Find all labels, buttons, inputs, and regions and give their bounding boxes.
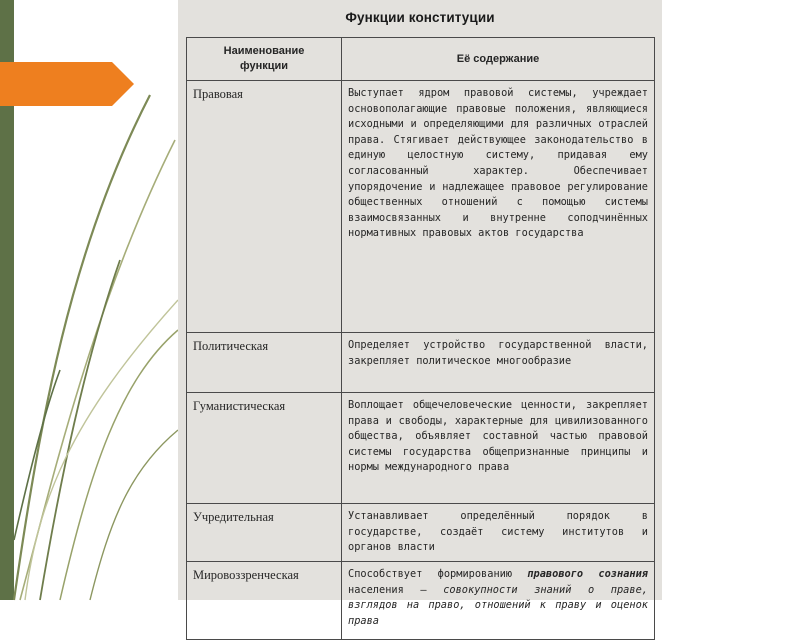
header-function-name <box>187 38 342 81</box>
function-name-worldview: Мировоззренческая <box>187 562 342 640</box>
table-row <box>187 333 655 393</box>
header-name-line1: Наименование <box>223 45 305 57</box>
content-text: населения — <box>348 583 444 596</box>
table-title: Функции конституции <box>345 10 495 25</box>
function-content-legal: Выступает ядром правовой системы, учреждает основополагающие правовые положения, являющиеся исходными и определяющими для различных отраслей права. Стягивает действующее законодательство в единую целостную систему, придавая ему согласованный характер. Обеспечивает упорядочение и надлежащее правовое регулирование общественных отношений с помощью системы взаимосвязанных и внутренне соподчинённых нормативных правовых актов государства <box>342 81 655 333</box>
arrow-shape <box>0 62 134 106</box>
table-card <box>178 0 662 627</box>
table-row <box>187 81 655 333</box>
orange-arrow-tab <box>0 62 134 106</box>
function-content-humanistic: Воплощает общечеловеческие ценности, закрепляет права и свободы, характерные для цивилизованного общества, объявляет составной частью правовой системы государства общепризнанные принципы и нормы международного права <box>342 393 655 504</box>
function-name-humanistic: Гуманистическая <box>187 393 342 504</box>
function-name-legal: Правовая <box>187 81 342 333</box>
function-content-constituent: Устанавливает определённый порядок в государстве, создаёт систему институтов и органов власти <box>342 504 655 562</box>
header-content: Её содержание <box>342 38 655 81</box>
table-row <box>187 504 655 562</box>
term-legal-consciousness: правового сознания <box>527 568 648 580</box>
table-header-row <box>187 38 655 81</box>
term-definition: совокупности знаний о праве, взглядов на право, отношений к праву и оценок права <box>348 583 648 627</box>
function-content-worldview <box>342 562 655 640</box>
function-name-constituent: Учредительная <box>187 504 342 562</box>
function-content-political: Определяет устройство государственной власти, закрепляет политическое многообразие <box>342 333 655 393</box>
functions-table <box>186 37 655 640</box>
table-row <box>187 562 655 640</box>
header-name-line2: функции <box>239 60 289 72</box>
table-row <box>187 393 655 504</box>
content-text: Способствует формированию <box>348 568 528 580</box>
function-name-political: Политическая <box>187 333 342 393</box>
